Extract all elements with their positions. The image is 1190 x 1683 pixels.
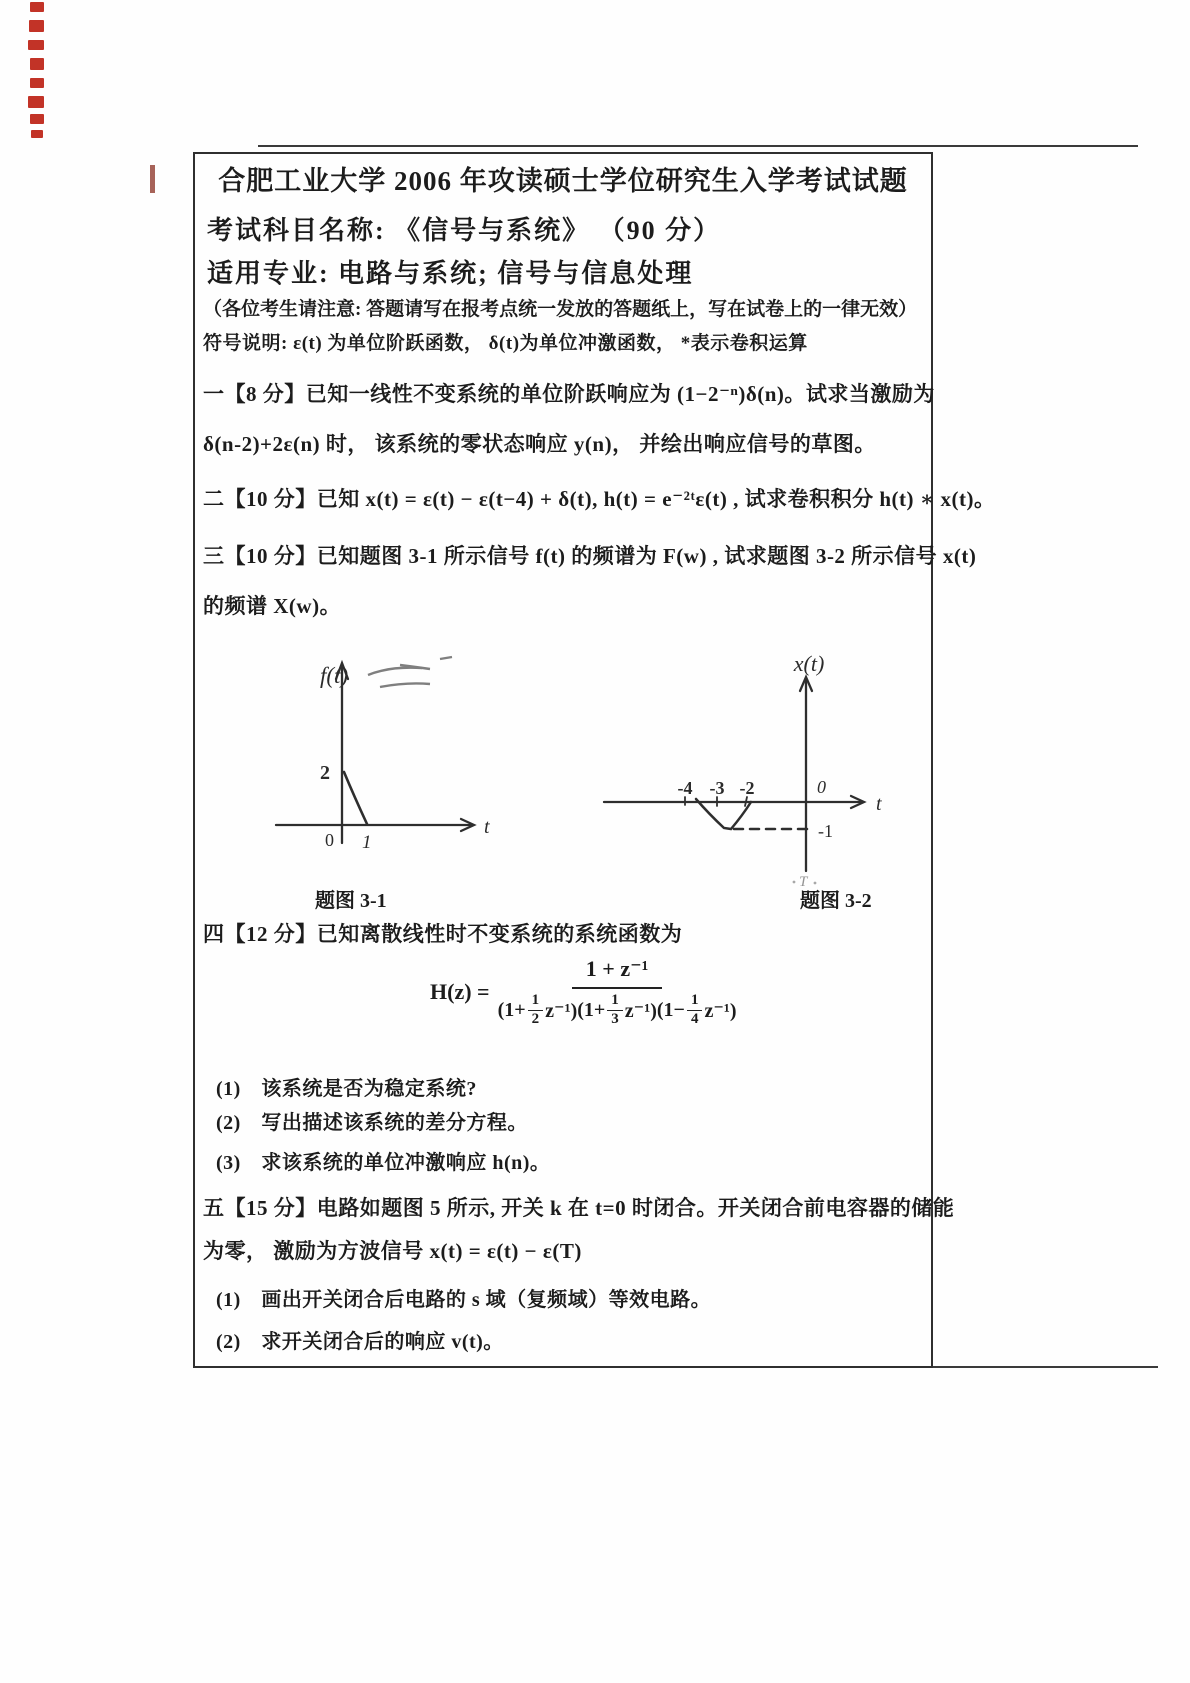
factor1-post: z⁻¹) — [545, 999, 578, 1022]
question-3-line-1: 三【10 分】已知题图 3-1 所示信号 f(t) 的频谱为 F(w) , 试求题图 3-2 所示信号 x(t) — [203, 544, 977, 568]
h-z-formula — [430, 956, 737, 1028]
fig2-tick-m4: -4 — [677, 778, 693, 798]
fig2-ylabel: x(t) — [793, 651, 825, 676]
factor3-fraction — [687, 993, 703, 1028]
major-line: 适用专业: 电路与系统; 信号与信息处理 — [207, 259, 694, 288]
top-edge-line — [258, 145, 1138, 147]
fig2-tick-mark-m2 — [745, 797, 747, 806]
factor2-fraction — [607, 993, 623, 1028]
question-4-heading: 四【12 分】已知离散线性时不变系统的系统函数为 — [203, 922, 683, 946]
question-1-line-2: δ(n-2)+2ε(n) 时， 该系统的零状态响应 y(n)， 并绘出响应信号的草图。 — [203, 432, 876, 456]
page-title: 合肥工业大学 2006 年攻读硕士学位研究生入学考试试题 — [218, 166, 908, 196]
question-2-line-1: 二【10 分】已知 x(t) = ε(t) − ε(t−4) + δ(t), h(t) = e⁻²ᵗε(t) , 试求卷积积分 h(t) ∗ x(t)。 — [203, 487, 996, 511]
question-5-line-2: 为零， 激励为方波信号 x(t) = ε(t) − ε(T) — [203, 1239, 582, 1263]
symbols-line: 符号说明: ε(t) 为单位阶跃函数， δ(t)为单位冲激函数， *表示卷积运算 — [203, 333, 808, 354]
question-5-part-1: (1) 画出开关闭合后电路的 s 域（复频域）等效电路。 — [216, 1289, 712, 1311]
question-5-line-1: 五【15 分】电路如题图 5 所示, 开关 k 在 t=0 时闭合。开关闭合前电容器的储能 — [203, 1196, 955, 1220]
svg-text:T: T — [799, 874, 808, 890]
fig1-signal-line — [344, 772, 367, 824]
factor1-pre: (1+ — [497, 998, 526, 1021]
fig1-tick-1: 1 — [362, 832, 372, 853]
question-3-line-2: 的频谱 X(w)。 — [203, 594, 342, 618]
fig2-level-minus1: -1 — [818, 821, 833, 841]
question-1-line-1: 一【8 分】已知一线性不变系统的单位阶跃响应为 (1−2⁻ⁿ)δ(n)。试求当激励为 — [203, 382, 935, 406]
fig1-value-2: 2 — [320, 762, 330, 784]
fig2-signal-line — [696, 799, 751, 829]
subject-line: 考试科目名称: 《信号与系统》 （90 分） — [207, 216, 722, 245]
factor1-fraction — [528, 993, 544, 1028]
formula-lhs: H(z) = — [430, 978, 490, 1004]
fig1-ylabel: f(t) — [320, 663, 349, 688]
formula-numerator: 1 + z⁻¹ — [572, 956, 663, 989]
question-4-part-2: (2) 写出描述该系统的差分方程。 — [216, 1112, 528, 1134]
fig2-xlabel: t — [876, 793, 882, 815]
formula-fraction — [498, 956, 737, 1028]
fig2-tick-m3: -3 — [709, 778, 725, 798]
factor2-post: z⁻¹) — [624, 999, 657, 1022]
question-5-part-2: (2) 求开关闭合后的响应 v(t)。 — [216, 1331, 504, 1353]
figure-3-1 — [262, 635, 502, 875]
bottom-edge-line — [931, 1366, 1158, 1368]
factor3-den: 4 — [690, 1010, 699, 1027]
figure-caption-3-1: 题图 3-1 — [315, 890, 387, 912]
factor1-den: 2 — [531, 1010, 540, 1027]
question-4-part-3: (3) 求该系统的单位冲激响应 h(n)。 — [216, 1152, 551, 1174]
factor2-den: 3 — [611, 1010, 619, 1027]
fig2-tick-m2: -2 — [739, 778, 755, 798]
fig1-origin-0: 0 — [325, 830, 334, 850]
factor3-pre: (1− — [656, 998, 685, 1021]
fig1-xlabel: t — [484, 816, 490, 838]
factor2-pre: (1+ — [577, 998, 606, 1021]
factor3-num: 1 — [687, 993, 703, 1011]
notice-line: （各位考生请注意: 答题请写在报考点统一发放的答题纸上，写在试卷上的一律无效） — [203, 299, 918, 320]
question-4-part-1: (1) 该系统是否为稳定系统? — [216, 1078, 477, 1100]
fig2-tick-0: 0 — [817, 777, 826, 797]
factor2-num: 1 — [607, 993, 623, 1011]
figure-3-2 — [596, 635, 896, 895]
factor3-post: z⁻¹) — [704, 999, 737, 1022]
figure-caption-3-2: 题图 3-2 — [800, 890, 872, 912]
formula-denominator — [498, 989, 737, 1028]
handwriting-smudge — [368, 657, 452, 687]
factor1-num: 1 — [528, 993, 544, 1011]
